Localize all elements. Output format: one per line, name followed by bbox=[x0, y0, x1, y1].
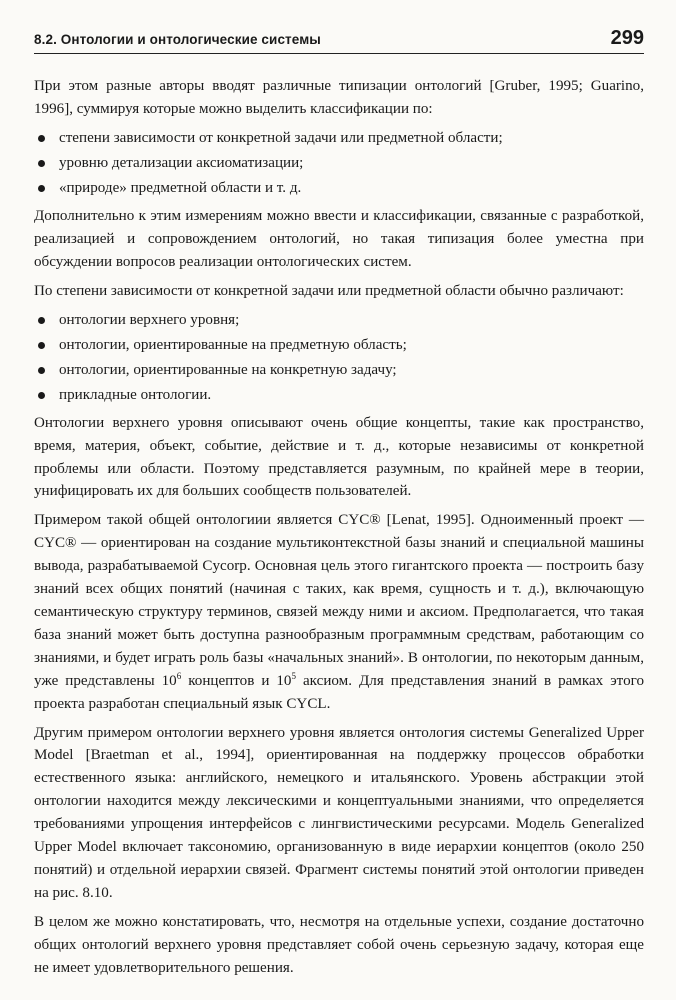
list-item-text: онтологии верхнего уровня; bbox=[59, 311, 240, 328]
list-item-text: онтологии, ориентированные на предметную область; bbox=[59, 336, 407, 353]
ontology-levels-list bbox=[34, 309, 644, 407]
section-title: 8.2. Онтологии и онтологические системы bbox=[34, 32, 321, 47]
bullet-icon bbox=[38, 392, 45, 399]
bullet-icon bbox=[38, 135, 45, 142]
bullet-icon bbox=[38, 317, 45, 324]
bullet-icon bbox=[38, 342, 45, 349]
cyc-text-part2: концептов и 10 bbox=[181, 672, 292, 689]
classification-list bbox=[34, 127, 644, 200]
paragraph-typization-intro: При этом разные авторы вводят различные типизации онтологий [Gruber, 1995; Guarino, 1996], суммируя которые можно выделить классификации по: bbox=[34, 78, 644, 117]
paragraph-dependency-intro: По степени зависимости от конкретной задачи или предметной области обычно различают: bbox=[34, 282, 624, 299]
list-item-text: прикладные онтологии. bbox=[59, 386, 212, 403]
paragraph-conclusion: В целом же можно констатировать, что, несмотря на отдельные успехи, создание достаточно общих онтологий верхнего уровня представляет собой очень серьезную задачу, которая еще не имеет удовлетворительного решения. bbox=[34, 913, 644, 976]
bullet-icon bbox=[38, 160, 45, 167]
list-item bbox=[34, 127, 644, 150]
paragraph-upper-level: Онтологии верхнего уровня описывают очень общие концепты, такие как пространство, время, материя, объект, событие, действие и т. д., которые независимы от конкретной проблемы или области. Поэтому представляется разумным, по крайней мере в теории, унифицировать их для больших сообществ пользователей. bbox=[34, 414, 644, 500]
list-item-text: уровню детализации аксиоматизации; bbox=[59, 154, 304, 171]
list-item-text: онтологии, ориентированные на конкретную задачу; bbox=[59, 361, 397, 378]
paragraph-generalized-upper-model: Другим примером онтологии верхнего уровня является онтология системы Generalized Upper Model [Braetman et al., 1994], ориентированная на поддержку процессов обработки естественного языка: английского, немецкого и итальянского. Уровень абстракции этой онтологии находится между лексическими и концептуальными знаниями, что определяется требованиями упрощения интерфейсов с лингвистическими ресурсами. Модель Generalized Upper Model включает таксономию, организованную в виде иерархии концептов (около 250 понятий) и отдельной иерархии связей. Фрагмент системы понятий этой онтологии приведен на рис. 8.10. bbox=[34, 724, 644, 901]
list-item bbox=[34, 334, 644, 357]
list-item bbox=[34, 359, 644, 382]
page-number: 299 bbox=[610, 27, 644, 49]
list-item bbox=[34, 177, 644, 200]
list-item bbox=[34, 384, 644, 407]
paragraph-cyc bbox=[34, 509, 644, 715]
bullet-icon bbox=[38, 367, 45, 374]
list-item bbox=[34, 152, 644, 175]
exponent-axioms: 5 bbox=[291, 670, 296, 681]
cyc-text-part1: Примером такой общей онтологиии является CYC® [Lenat, 1995]. Одноименный проект — CYC® — ориентирован на создание мультиконтекстной базы знаний и специальной машины вывода, разрабатываемой Cycorp. Основная цель этого гигантского проекта — построить базу знаний всех общих понятий (начиная с таких, как время, сущность и т. д.), включающую семантическую структуру терминов, связей между ними и аксиом. Предполагается, что такая база знаний может быть доступна разнообразным программным средствам, работающим со знаниями, и будет играть роль базы «начальных знаний». В онтологии, по некоторым данным, уже представлены 10 bbox=[34, 512, 644, 689]
cyc-text-part3: аксиом. Для представления знаний в рамках этого проекта разработан специальный язык CYCL. bbox=[34, 672, 644, 712]
page-body bbox=[34, 75, 644, 985]
list-item bbox=[34, 309, 644, 332]
running-header bbox=[34, 27, 644, 54]
list-item-text: «природе» предметной области и т. д. bbox=[59, 180, 302, 196]
exponent-concepts: 6 bbox=[176, 670, 182, 681]
bullet-icon bbox=[38, 185, 45, 192]
paragraph-additional-classification: Дополнительно к этим измерениям можно ввести и классификации, связанные с разработкой, реализацией и сопровождением онтологий, но такая типизация более уместна при обсуждении вопросов реализации онтологических систем. bbox=[34, 207, 644, 270]
list-item-text: степени зависимости от конкретной задачи или предметной области; bbox=[59, 129, 503, 146]
